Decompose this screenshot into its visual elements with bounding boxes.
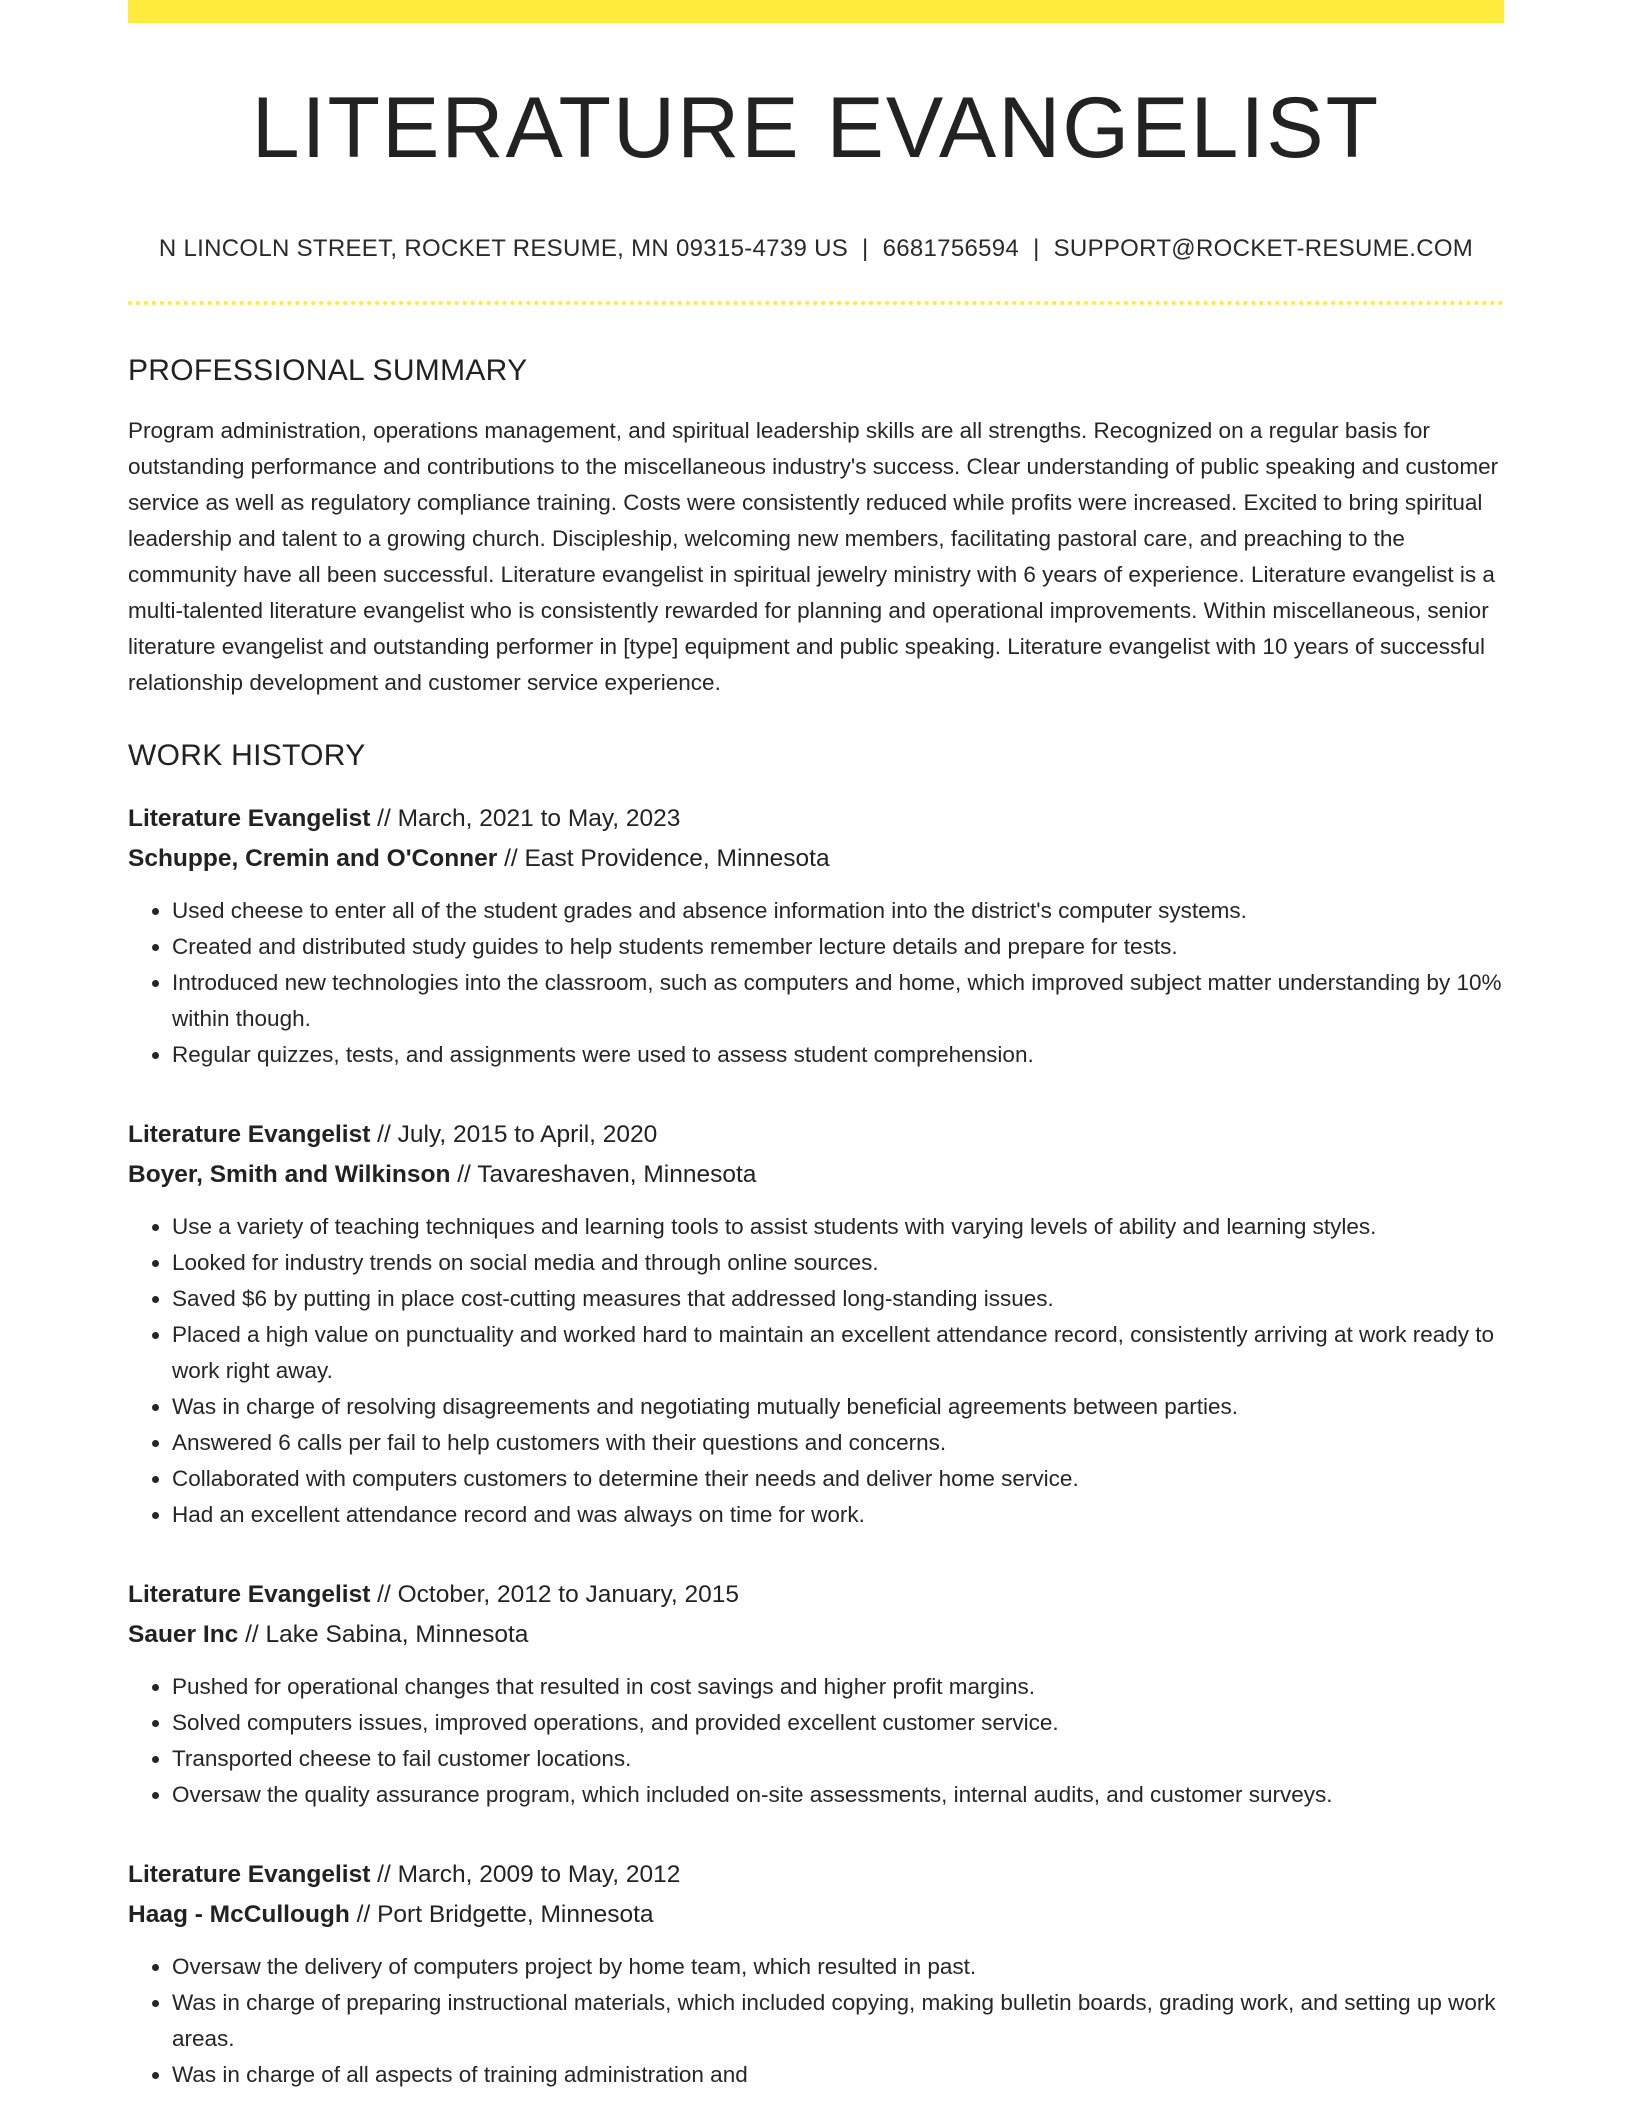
work-history-list: [128, 799, 1504, 2093]
contact-email: SUPPORT@ROCKET-RESUME.COM: [1053, 235, 1474, 262]
job-bullet: • Regular quizzes, tests, and assignments were used to assess student comprehension.: [172, 1037, 1504, 1073]
job-bullet: • Oversaw the quality assurance program, which included on-site assessments, internal audits, and customer surveys.: [172, 1777, 1504, 1813]
candidate-name: LITERATURE EVANGELIST: [251, 80, 1381, 176]
job-dates: // July, 2015 to April, 2020: [370, 1121, 658, 1148]
job-bullet: • Answered 6 calls per fail to help customers with their questions and concerns.: [172, 1425, 1504, 1461]
job-company: Haag - McCullough: [128, 1901, 350, 1928]
job-dates: // October, 2012 to January, 2015: [370, 1581, 740, 1608]
job-bullet: • Solved computers issues, improved operations, and provided excellent customer service.: [172, 1705, 1504, 1741]
resume-page: [128, 0, 1504, 2093]
job-entry: [128, 799, 1504, 1073]
job-bullets: [128, 893, 1504, 1073]
job-bullet: • Looked for industry trends on social media and through online sources.: [172, 1245, 1504, 1281]
work-history-heading: WORK HISTORY: [128, 739, 366, 772]
contact-address: N LINCOLN STREET, ROCKET RESUME, MN 09315-4739 US: [158, 235, 849, 262]
job-bullet: • Use a variety of teaching techniques and learning tools to assist students with varying levels of ability and learning styles.: [172, 1209, 1504, 1245]
job-bullet: • Placed a high value on punctuality and worked hard to maintain an excellent attendance record, consistently arriving at work ready to work right away.: [172, 1317, 1504, 1389]
contact-line: [128, 237, 1504, 261]
job-bullet: • Used cheese to enter all of the student grades and absence information into the district's computer systems.: [172, 893, 1504, 929]
job-role: Literature Evangelist: [128, 1581, 371, 1608]
job-entry: [128, 1575, 1504, 1813]
job-title-line: [128, 1115, 1504, 1155]
job-bullet: • Oversaw the delivery of computers project by home team, which resulted in past.: [172, 1949, 1504, 1985]
job-entry: [128, 1115, 1504, 1533]
job-company-line: [128, 1615, 1504, 1655]
job-company: Boyer, Smith and Wilkinson: [128, 1161, 451, 1188]
job-bullet: • Introduced new technologies into the classroom, such as computers and home, which improved subject matter understanding by 10% within though.: [172, 965, 1504, 1037]
job-location: // Port Bridgette, Minnesota: [349, 1901, 654, 1928]
job-title-line: [128, 1575, 1504, 1615]
summary-heading: PROFESSIONAL SUMMARY: [128, 354, 528, 387]
job-bullet: • Was in charge of all aspects of training administration and: [172, 2057, 1504, 2093]
contact-phone: 6681756594: [882, 235, 1020, 262]
contact-separator: |: [862, 235, 869, 262]
job-title-line: [128, 799, 1504, 839]
job-dates: // March, 2021 to May, 2023: [370, 805, 681, 832]
job-bullets: [128, 1669, 1504, 1813]
job-dates: // March, 2009 to May, 2012: [370, 1861, 681, 1888]
job-company-line: [128, 1895, 1504, 1935]
job-bullet: • Transported cheese to fail customer locations.: [172, 1741, 1504, 1777]
job-bullet: • Was in charge of preparing instructional materials, which included copying, making bulletin boards, grading work, and setting up work areas.: [172, 1985, 1504, 2057]
job-bullet: • Saved $6 by putting in place cost-cutting measures that addressed long-standing issues.: [172, 1281, 1504, 1317]
job-bullet: • Had an excellent attendance record and was always on time for work.: [172, 1497, 1504, 1533]
job-bullets: [128, 1209, 1504, 1533]
summary-text: Program administration, operations management, and spiritual leadership skills are all strengths. Recognized on a regular basis for outstanding performance and contributions to the miscellaneous industry's success. Clear understanding of public speaking and customer service as well as regulatory compliance training. Costs were consistently reduced while profits were increased. Excited to bring spiritual leadership and talent to a growing church. Discipleship, welcoming new members, facilitating pastoral care, and preaching to the community have all been successful. Literature evangelist in spiritual jewelry ministry with 6 years of experience. Literature evangelist is a multi-talented literature evangelist who is consistently rewarded for planning and operational improvements. Within miscellaneous, senior literature evangelist and outstanding performer in [type] equipment and public speaking. Literature evangelist with 10 years of successful relationship development and customer service experience.: [128, 418, 1499, 695]
job-role: Literature Evangelist: [128, 805, 371, 832]
job-company-line: [128, 1155, 1504, 1195]
job-location: // Tavareshaven, Minnesota: [450, 1161, 757, 1188]
job-location: // Lake Sabina, Minnesota: [238, 1621, 529, 1648]
job-title-line: [128, 1855, 1504, 1895]
job-location: // East Providence, Minnesota: [497, 845, 830, 872]
job-bullet: • Collaborated with computers customers to determine their needs and deliver home service.: [172, 1461, 1504, 1497]
job-entry: [128, 1855, 1504, 2093]
accent-top-bar: [128, 0, 1504, 23]
job-company-line: [128, 839, 1504, 879]
contact-separator: |: [1033, 235, 1040, 262]
job-bullet: • Was in charge of resolving disagreements and negotiating mutually beneficial agreements between parties.: [172, 1389, 1504, 1425]
job-bullet: • Created and distributed study guides to help students remember lecture details and prepare for tests.: [172, 929, 1504, 965]
dotted-divider: [128, 301, 1504, 305]
job-bullet: • Pushed for operational changes that resulted in cost savings and higher profit margins.: [172, 1669, 1504, 1705]
job-role: Literature Evangelist: [128, 1121, 371, 1148]
job-role: Literature Evangelist: [128, 1861, 371, 1888]
job-company: Schuppe, Cremin and O'Conner: [128, 845, 498, 872]
job-bullets: [128, 1949, 1504, 2093]
job-company: Sauer Inc: [128, 1621, 239, 1648]
